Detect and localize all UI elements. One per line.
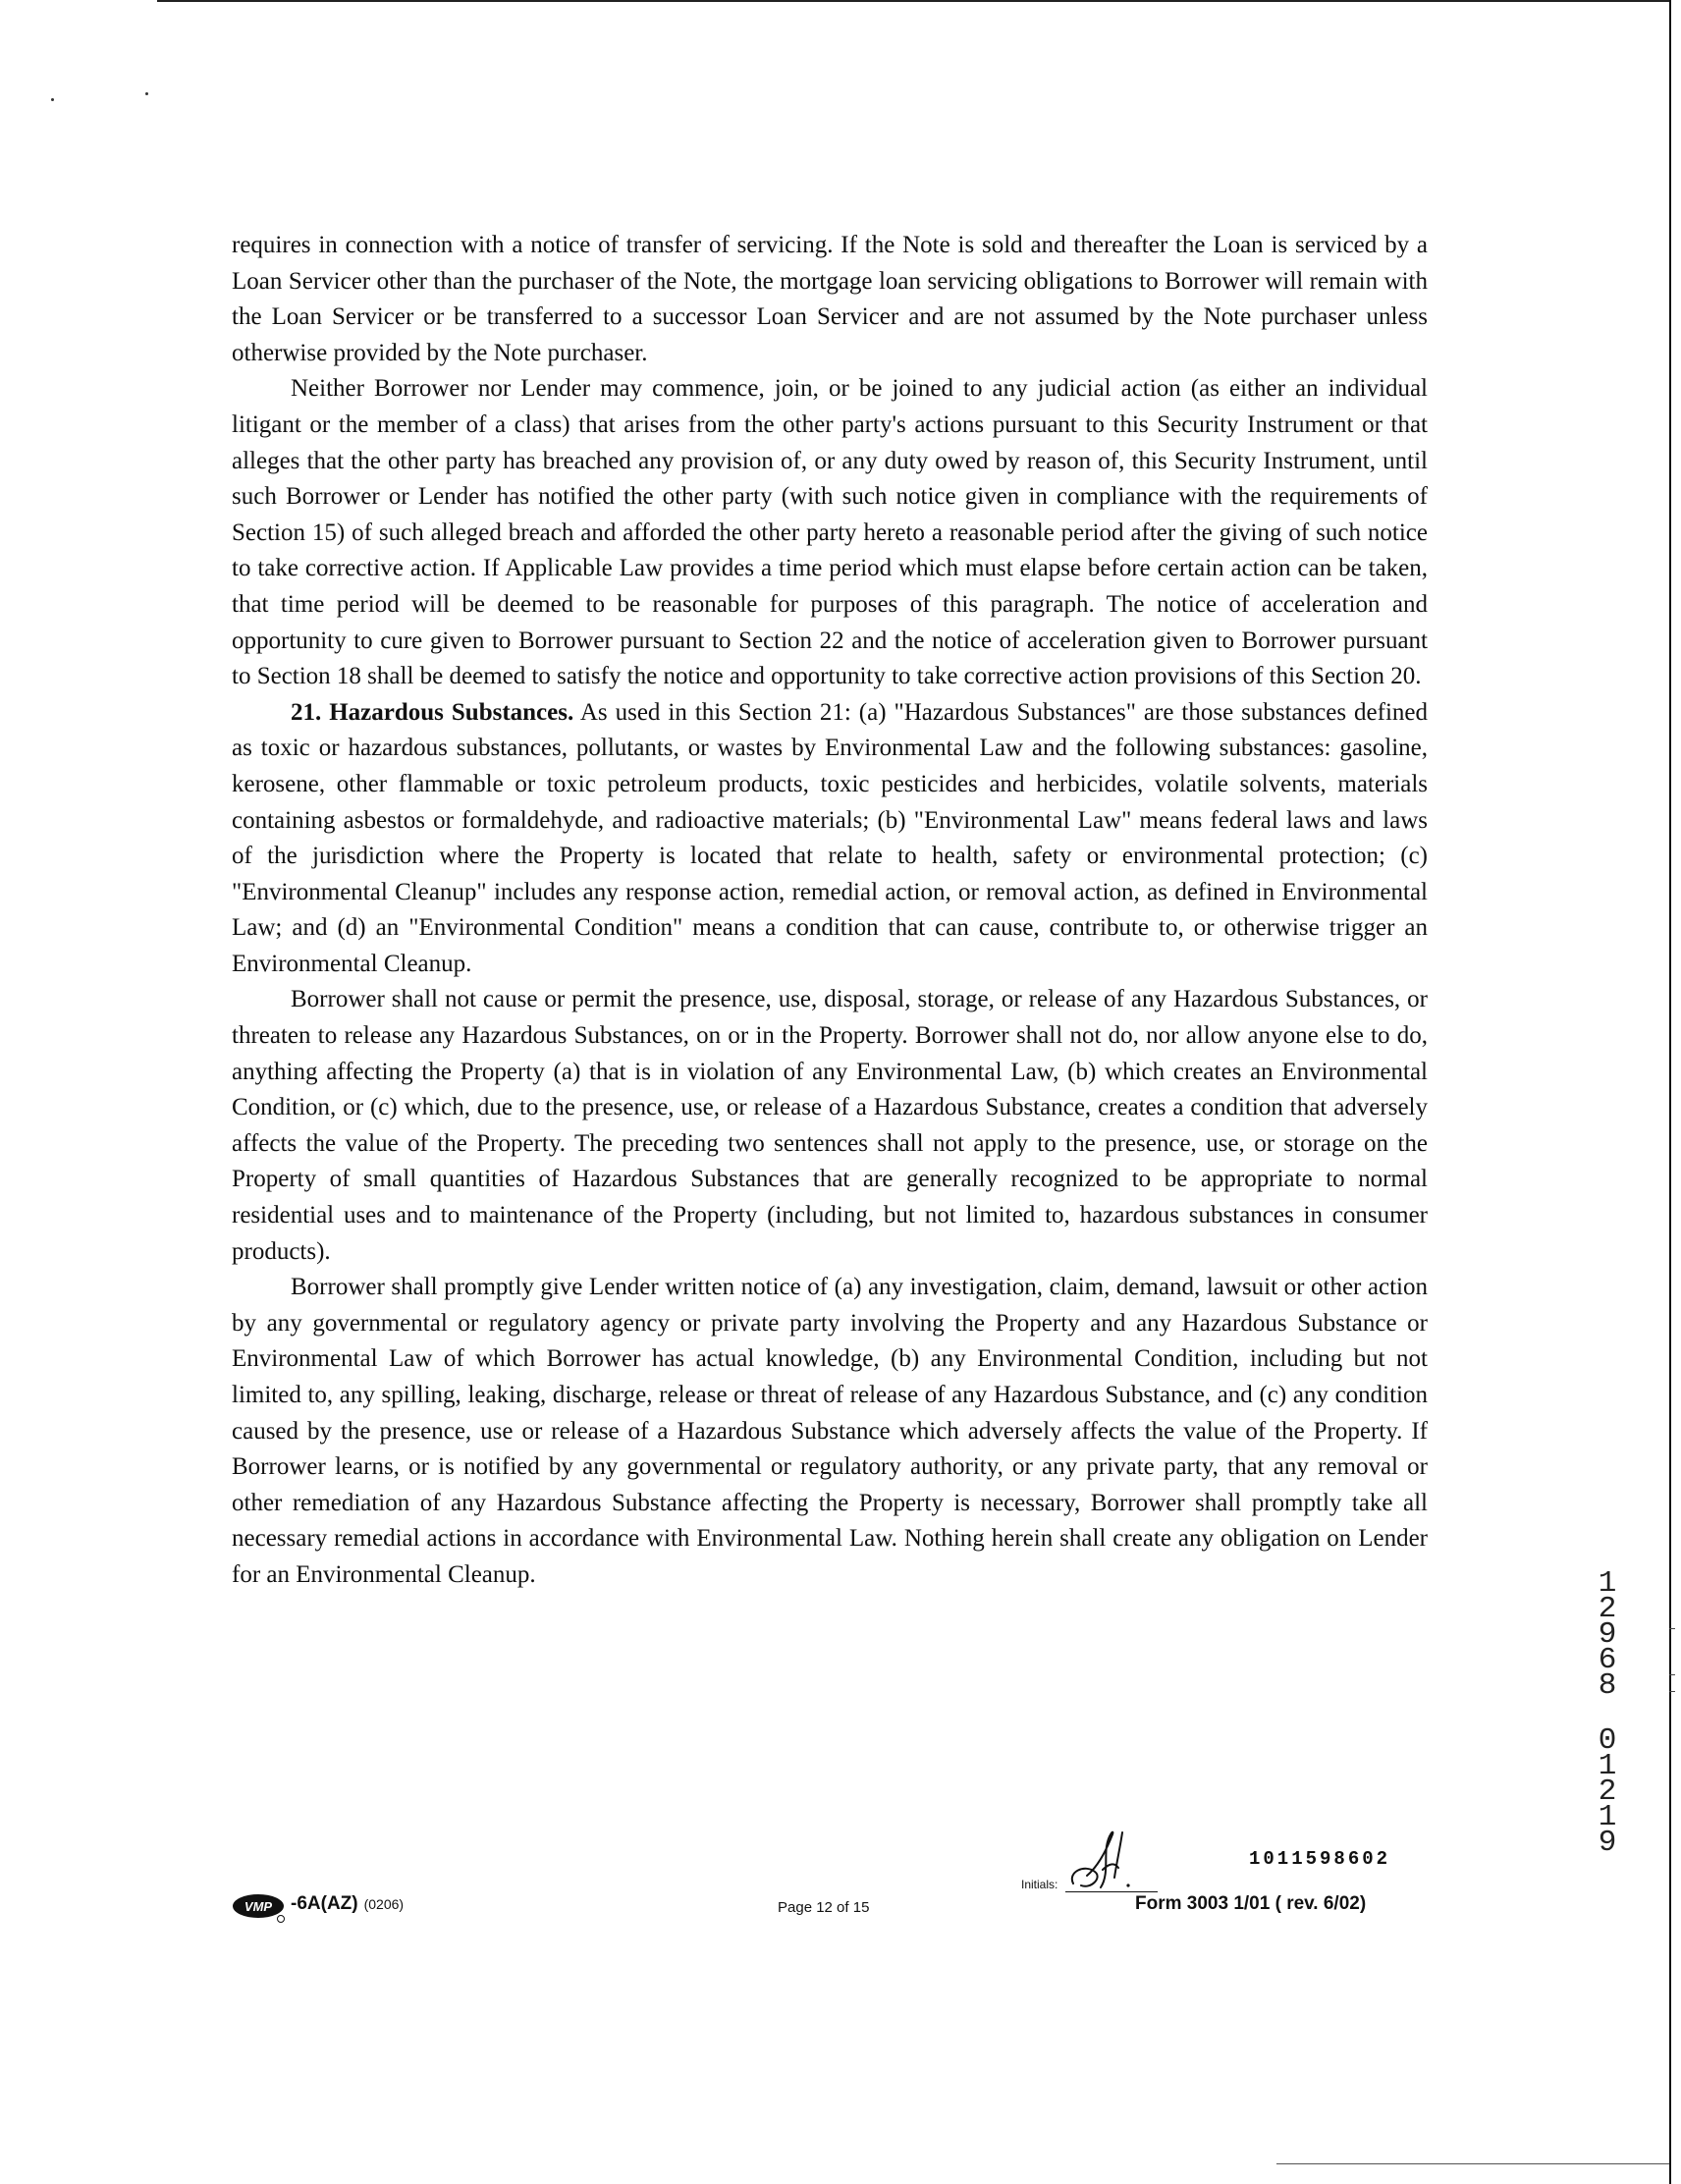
paragraph-judicial-action: Neither Borrower nor Lender may commence, join, or be joined to any judicial action (as either an individual litigant or the member of a class) that arises from the other party's actions pursuant to this Security Instrument or that alleges that the other party has breached any provision of, or any duty owed by reason of, this Security Instrument, until such Borrower or Lender has notified the other party (with such notice given in compliance with the requirements of Section 15) of such alleged breach and afforded the other party hereto a reasonable period after the giving of such notice to take corrective action. If Applicable Law provides a time period which must elapse before certain action can be taken, that time period will be deemed to be reasonable for purposes of this paragraph. The notice of acceleration and opportunity to cure given to Borrower pursuant to Section 22 and the notice of acceleration given to Borrower pursuant to Section 18 shall be deemed to satisfy the notice and opportunity to take corrective action provisions of this Section 20. <box>232 375 1428 690</box>
paragraph-continuation: requires in connection with a notice of transfer of servicing. If the Note is sold and thereafter the Loan is serviced by a Loan Servicer other than the purchaser of the Note, the mortgage loan servicing obligations to Borrower will remain with the Loan Servicer or be transferred to a successor Loan Servicer and are not assumed by the Note purchaser unless otherwise provided by the Note purchaser. <box>232 232 1428 366</box>
initials-line <box>1065 1891 1158 1892</box>
logo-text: VMP <box>244 1899 273 1914</box>
initials-signature <box>1065 1825 1164 1895</box>
stamp-digit: 8 <box>1598 1668 1617 1703</box>
stamp-digit: 1 <box>1598 1800 1617 1834</box>
edge-tick <box>1669 1674 1675 1675</box>
scan-speck <box>51 98 54 101</box>
paragraph-section-21: 21. Hazardous Substances. As used in this Section 21: (a) "Hazardous Substances" are those substances defined as toxic or hazardous substances, pollutants, or wastes by Environmental Law and the following substances: gasoline, kerosene, other flammable or toxic petroleum products, toxic pesticides and herbicides, volatile solvents, materials containing asbestos or formaldehyde, and radioactive materials; (b) "Environmental Law" means federal laws and laws of the jurisdiction where the Property is located that relate to health, safety or environmental protection; (c) "Environmental Cleanup" includes any response action, remedial action, or removal action, as defined in Environmental Law; and (d) an "Environmental Condition" means a condition that can cause, contribute to, or otherwise trigger an Environmental Cleanup. <box>232 698 1429 977</box>
stamp-digit: 9 <box>1598 1617 1617 1652</box>
initials-label: Initials: <box>1021 1878 1058 1891</box>
form-number: Form 3003 1/01 ( rev. 6/02) <box>1135 1893 1367 1914</box>
stamp-digit: 9 <box>1598 1826 1617 1860</box>
stamp-digit: 0 <box>1598 1723 1617 1758</box>
loan-number: 1011598602 <box>1249 1848 1391 1870</box>
scan-speck <box>145 92 148 95</box>
right-edge-rule <box>1669 0 1671 2184</box>
paragraph-hazardous-prohibition: Borrower shall not cause or permit the presence, use, disposal, storage, or release of any Hazardous Substances, or threaten to release any Hazardous Substances, on or in the Property. Borrower shall not do, nor allow anyone else to do, anything affecting the Property (a) that is in violation of any Environmental Law, (b) which creates an Environmental Condition, or (c) which, due to the presence, use, or release of a Hazardous Substance, creates a condition that adversely affects the value of the Property. The preceding two sentences shall not apply to the presence, use, or storage on the Property of small quantities of Hazardous Substances that are generally recognized to be appropriate to normal residential uses and to maintenance of the Property (including, but not limited to, hazardous substances in consumer products). <box>232 986 1428 1265</box>
stamp-digit: 2 <box>1598 1592 1617 1626</box>
section-heading: 21. Hazardous Substances. <box>291 698 574 726</box>
edge-tick <box>1669 1628 1675 1629</box>
stamp-digit: 2 <box>1598 1774 1617 1809</box>
paragraph-hazardous-notice: Borrower shall promptly give Lender written notice of (a) any investigation, claim, demand, lawsuit or other action by any governmental or regulatory agency or private party involving the Property and any Hazardous Substance or Environmental Law of which Borrower has actual knowledge, (b) any Environmental Condition, including but not limited to, any spilling, leaking, discharge, release or threat of release of any Hazardous Substance, and (c) any condition caused by the presence, use or release of a Hazardous Substance which adversely affects the value of the Property. If Borrower learns, or is notified by any governmental or regulatory authority, or any private party, that any removal or other remediation of any Hazardous Substance affecting the Property is necessary, Borrower shall promptly take all necessary remedial actions in accordance with Environmental Law. Nothing herein shall create any obligation on Lender for an Environmental Cleanup. <box>232 1274 1428 1588</box>
page-number: Page 12 of 15 <box>778 1899 870 1916</box>
top-edge-rule <box>157 0 1669 2</box>
document-body <box>232 228 1428 1594</box>
stamp-digit: 1 <box>1598 1749 1617 1783</box>
form-code: -6A(AZ) (0206) <box>291 1893 405 1914</box>
edge-tick <box>1669 1691 1675 1692</box>
stamp-digit: 1 <box>1598 1566 1617 1601</box>
bottom-edge-rule <box>1276 2163 1669 2164</box>
vmp-logo-icon <box>232 1893 289 1923</box>
stamp-digit: 6 <box>1598 1643 1617 1677</box>
side-stamp <box>1588 1566 1627 1860</box>
